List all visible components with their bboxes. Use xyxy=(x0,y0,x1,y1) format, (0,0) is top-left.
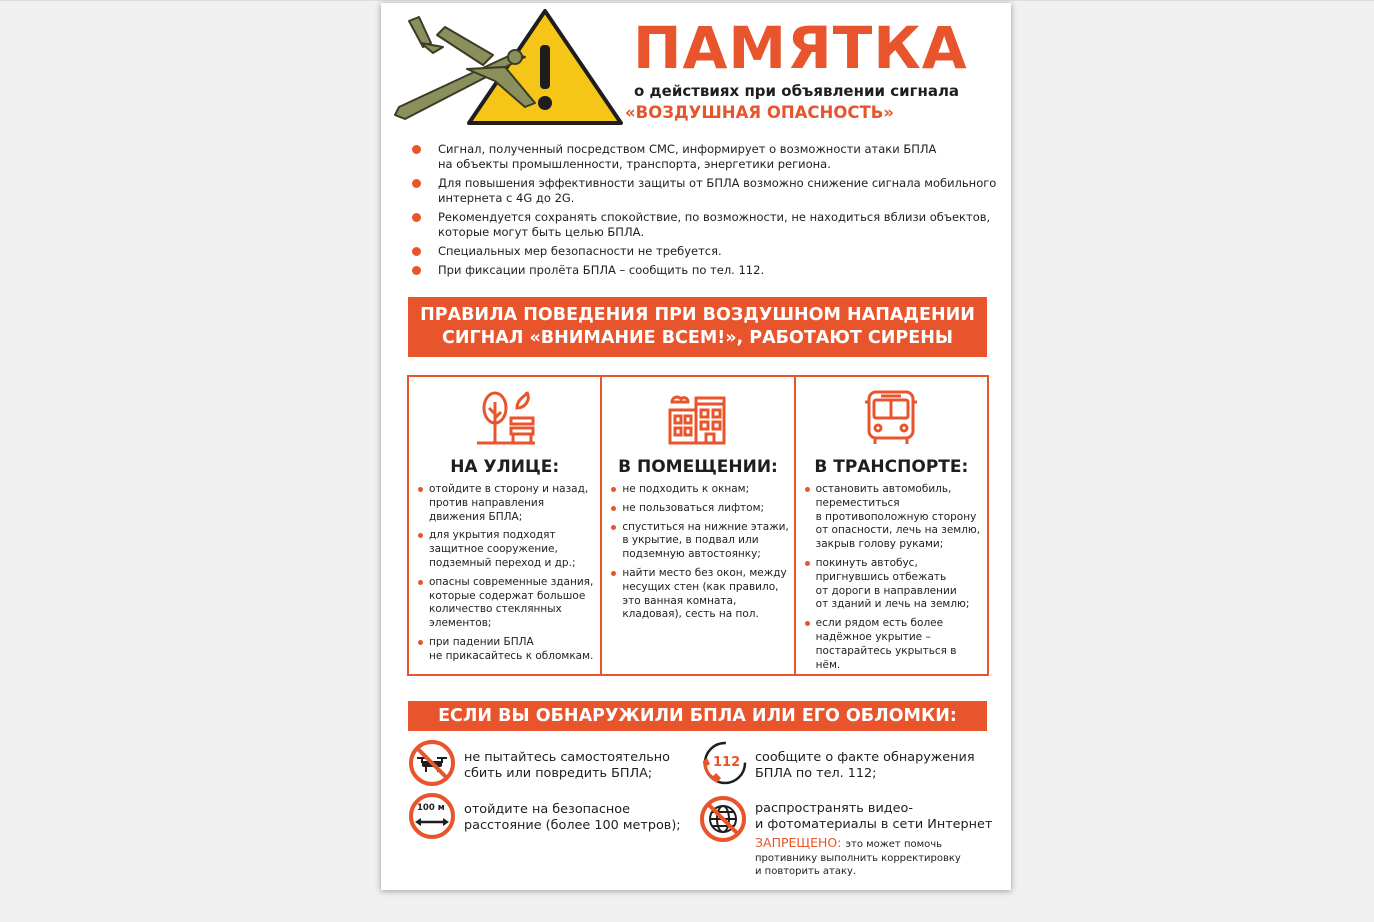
bullet-item: Сигнал, полученный посредством СМС, информирует о возможности атаки БПЛА на объекты промышленности, транспорта, энергетики региона. xyxy=(411,142,1001,172)
column-heading: В ТРАНСПОРТЕ: xyxy=(814,457,969,477)
list-item: для укрытия подходят защитное сооружение, подземный переход и др.; xyxy=(417,529,596,570)
rules-banner: ПРАВИЛА ПОВЕДЕНИЯ ПРИ ВОЗДУШНОМ НАПАДЕНИИ СИГНАЛ «ВНИМАНИЕ ВСЕМ!», РАБОТАЮТ СИРЕНЫ xyxy=(408,297,987,357)
column-list xyxy=(610,483,789,627)
leaflet-page xyxy=(381,3,1011,890)
column-list xyxy=(804,483,983,677)
bus-icon xyxy=(859,388,923,446)
top-divider xyxy=(0,0,1374,1)
bullet-item: Рекомендуется сохранять спокойствие, по возможности, не находиться вблизи объектов, которые могут быть целью БПЛА. xyxy=(411,210,1001,240)
drone-found-banner: ЕСЛИ ВЫ ОБНАРУЖИЛИ БПЛА ИЛИ ЕГО ОБЛОМКИ: xyxy=(408,701,987,731)
buildings-icon xyxy=(666,388,730,446)
action-no-sharing: распространять видео- и фотоматериалы в сети Интернет ЗАПРЕЩЕНО: это может помочь противнику выполнить корректировку и повторить атаку. xyxy=(699,795,999,885)
list-item: не пользоваться лифтом; xyxy=(610,502,789,516)
column-heading: В ПОМЕЩЕНИИ: xyxy=(618,457,778,477)
action-no-shoot: не пытайтесь самостоятельно сбить или повредить БПЛА; xyxy=(408,739,678,789)
no-drone-icon xyxy=(408,739,456,787)
bullet-item: При фиксации пролёта БПЛА – сообщить по тел. 112. xyxy=(411,263,1001,278)
column-street xyxy=(409,377,602,674)
drone-warning-illustration xyxy=(385,7,625,127)
info-bullets xyxy=(411,142,1001,282)
list-item: спуститься на нижние этажи, в укрытие, в подвал или подземную автостоянку; xyxy=(610,521,789,562)
list-item: покинуть автобус, пригнувшись отбежать от дороги в направлении от зданий и лечь на землю; xyxy=(804,557,983,612)
list-item: остановить автомобиль, переместиться в противоположную сторону от опасности, лечь на землю, закрыв голову руками; xyxy=(804,483,983,552)
page-subtitle: о действиях при объявлении сигнала xyxy=(634,82,960,100)
forbidden-label: ЗАПРЕЩЕНО: xyxy=(755,835,842,850)
column-indoors xyxy=(602,377,795,674)
bullet-item: Для повышения эффективности защиты от БПЛА возможно снижение сигнала мобильного интернета с 4G до 2G. xyxy=(411,176,1001,206)
distance-100m-icon xyxy=(408,792,456,840)
tree-bench-icon xyxy=(473,388,537,446)
action-report-112: 112 сообщите о факте обнаружения БПЛА по тел. 112; xyxy=(699,739,989,789)
no-internet-icon xyxy=(699,795,747,843)
list-item: отойдите в сторону и назад, против направления движения БПЛА; xyxy=(417,483,596,524)
phone-badge: 112 xyxy=(713,755,741,770)
list-item: найти место без окон, между несущих стен (как правило, это ванная комната, кладовая), сесть на пол. xyxy=(610,567,789,622)
signal-name: «ВОЗДУШНАЯ ОПАСНОСТЬ» xyxy=(625,103,894,122)
column-list xyxy=(417,483,596,669)
bullet-item: Специальных мер безопасности не требуется. xyxy=(411,244,1001,259)
list-item: опасны современные здания, которые содержат большое количество стеклянных элементов; xyxy=(417,576,596,631)
list-item: при падении БПЛА не прикасайтесь к обломкам. xyxy=(417,636,596,664)
column-heading: НА УЛИЦЕ: xyxy=(450,457,560,477)
distance-badge: 100 м xyxy=(417,803,445,813)
behavior-columns xyxy=(407,375,989,676)
list-item: если рядом есть более надёжное укрытие – постарайтесь укрыться в нём. xyxy=(804,617,983,672)
action-distance: 100 м отойдите на безопасное расстояние (более 100 метров); xyxy=(408,792,698,842)
list-item: не подходить к окнам; xyxy=(610,483,789,497)
page-title: ПАМЯТКА xyxy=(633,14,968,82)
column-transport xyxy=(796,377,987,674)
